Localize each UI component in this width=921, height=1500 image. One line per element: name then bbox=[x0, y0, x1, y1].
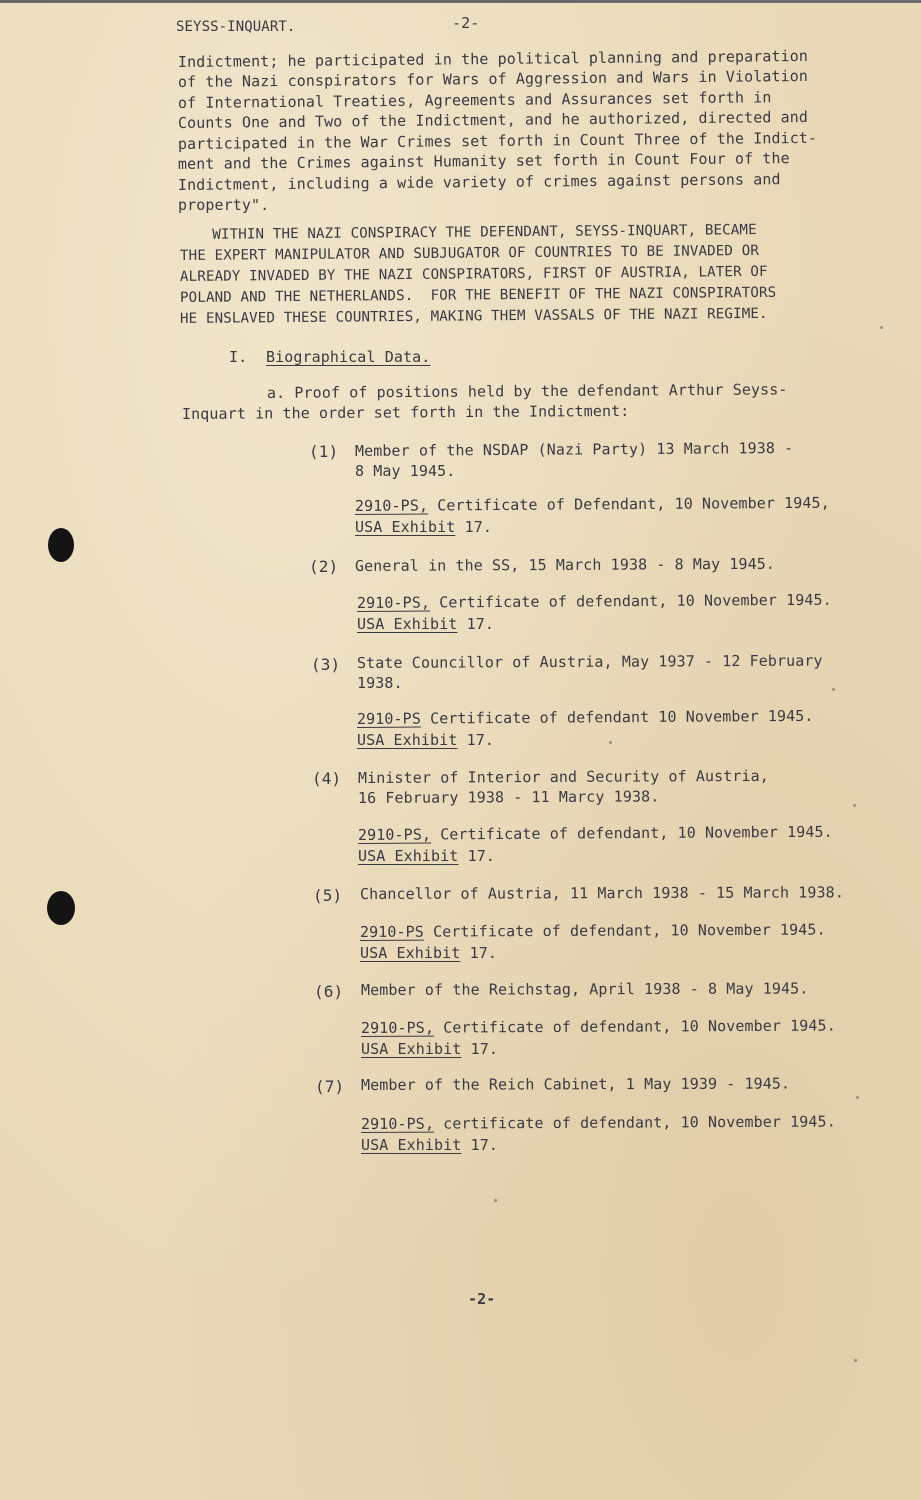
exhibit-number: 17. bbox=[458, 847, 495, 865]
opening-line: Indictment, including a wide variety of crimes against persons and bbox=[177, 170, 781, 194]
exhibit-label: USA Exhibit bbox=[360, 944, 461, 962]
position-number: (1) bbox=[309, 442, 339, 461]
subsection-intro-line: a. Proof of positions held by the defendant Arthur Seyss- bbox=[266, 380, 788, 402]
paper-speck bbox=[856, 1096, 859, 1099]
position-line: 16 February 1938 - 11 Marcy 1938. bbox=[357, 787, 660, 807]
opening-line: of the Nazi conspirators for Wars of Aggression and Wars in Violation bbox=[177, 66, 809, 91]
position-line: Chancellor of Austria, 11 March 1938 - 15 March 1938. bbox=[359, 883, 844, 903]
paper-speck bbox=[854, 1359, 857, 1362]
paper-speck bbox=[880, 326, 883, 329]
citation-line bbox=[361, 1016, 836, 1039]
exhibit-line bbox=[355, 517, 492, 538]
exhibit-line bbox=[361, 1039, 498, 1060]
section-number: I. bbox=[229, 348, 248, 366]
position-number: (4) bbox=[312, 769, 342, 788]
citation-line bbox=[358, 822, 833, 846]
caps-line: POLAND AND THE NETHERLANDS. FOR THE BENEFIT OF THE NAZI CONSPIRATORS bbox=[179, 284, 777, 306]
opening-line: Counts One and Two of the Indictment, and he authorized, directed and bbox=[177, 107, 809, 132]
caps-line: ALREADY INVADED BY THE NAZI CONSPIRATORS, FIRST OF AUSTRIA, LATER OF bbox=[179, 263, 768, 285]
position-number: (7) bbox=[315, 1077, 345, 1096]
exhibit-number: 17. bbox=[457, 731, 494, 749]
position-line: State Councillor of Austria, May 1937 - 12 February bbox=[356, 651, 823, 672]
citation-text: Certificate of Defendant, 10 November 1945, bbox=[427, 493, 830, 515]
opening-line: of International Treaties, Agreements and Assurances set forth in bbox=[177, 88, 772, 112]
position-number: (6) bbox=[314, 982, 344, 1001]
exhibit-number: 17. bbox=[460, 944, 497, 962]
citation-text: Certificate of defendant, 10 November 1945. bbox=[423, 920, 826, 941]
citation-line bbox=[360, 920, 826, 943]
page-top-edge bbox=[0, 0, 921, 3]
header-name: SEYSS-INQUART. bbox=[176, 19, 296, 35]
opening-line: participated in the War Crimes set forth in Count Three of the Indict- bbox=[177, 128, 818, 153]
document-reference: 2910-PS, bbox=[360, 1018, 435, 1037]
citation-line bbox=[357, 706, 814, 730]
exhibit-number: 17. bbox=[461, 1040, 498, 1058]
exhibit-label: USA Exhibit bbox=[361, 1040, 462, 1058]
exhibit-line bbox=[361, 1135, 498, 1156]
caps-line: WITHIN THE NAZI CONSPIRACY THE DEFENDANT, SEYSS-INQUART, BECAME bbox=[194, 222, 757, 243]
position-line: Member of the NSDAP (Nazi Party) 13 March 1938 - bbox=[354, 438, 794, 460]
subsection-intro-line: Inquart in the order set forth in the Indictment: bbox=[181, 401, 630, 423]
exhibit-label: USA Exhibit bbox=[355, 518, 456, 536]
exhibit-label: USA Exhibit bbox=[357, 731, 458, 749]
opening-line: property". bbox=[178, 196, 270, 214]
document-reference: 2910-PS, bbox=[356, 593, 431, 612]
position-number: (2) bbox=[309, 557, 339, 576]
exhibit-label: USA Exhibit bbox=[358, 847, 459, 865]
position-line: Member of the Reich Cabinet, 1 May 1939 - 1945. bbox=[360, 1074, 791, 1094]
header-page-marker: -2- bbox=[452, 14, 480, 32]
citation-text: Certificate of defendant, 10 November 1945. bbox=[433, 1016, 836, 1037]
document-reference: 2910-PS, bbox=[354, 496, 429, 515]
exhibit-number: 17. bbox=[455, 518, 492, 536]
exhibit-label: USA Exhibit bbox=[357, 615, 458, 633]
exhibit-line bbox=[357, 614, 494, 635]
paper-speck bbox=[832, 688, 835, 691]
paper-speck bbox=[609, 741, 612, 744]
citation-text: Certificate of defendant, 10 November 1945. bbox=[430, 822, 833, 844]
exhibit-line bbox=[360, 943, 497, 964]
punch-hole-lower bbox=[47, 891, 75, 925]
position-line: General in the SS, 15 March 1938 - 8 May 1945. bbox=[354, 554, 776, 575]
exhibit-number: 17. bbox=[461, 1136, 498, 1154]
citation-text: Certificate of defendant, 10 November 1945. bbox=[429, 590, 832, 612]
document-reference: 2910-PS bbox=[356, 709, 421, 728]
position-line: Minister of Interior and Security of Austria, bbox=[357, 766, 769, 787]
citation-text: Certificate of defendant 10 November 1945. bbox=[420, 706, 814, 728]
exhibit-line bbox=[358, 846, 495, 867]
citation-text: certificate of defendant, 10 November 1945. bbox=[433, 1112, 836, 1133]
document-reference: 2910-PS bbox=[359, 922, 424, 941]
opening-line: Indictment; he participated in the political planning and preparation bbox=[177, 46, 809, 71]
section-title: Biographical Data. bbox=[266, 348, 431, 366]
footer-page-marker: -2- bbox=[468, 1290, 496, 1308]
document-reference: 2910-PS, bbox=[360, 1114, 435, 1133]
exhibit-line bbox=[357, 730, 494, 751]
punch-hole-upper bbox=[48, 528, 74, 562]
position-line: 8 May 1945. bbox=[355, 462, 456, 480]
position-number: (5) bbox=[313, 886, 343, 905]
citation-line bbox=[361, 1112, 836, 1135]
opening-line: ment and the Crimes against Humanity set forth in Count Four of the bbox=[177, 149, 790, 173]
exhibit-number: 17. bbox=[457, 615, 494, 633]
citation-line bbox=[357, 590, 832, 614]
position-number: (3) bbox=[311, 655, 341, 674]
position-line: 1938. bbox=[357, 674, 403, 692]
caps-line: THE EXPERT MANIPULATOR AND SUBJUGATOR OF COUNTRIES TO BE INVADED OR bbox=[179, 242, 760, 264]
caps-line: HE ENSLAVED THESE COUNTRIES, MAKING THEM VASSALS OF THE NAZI REGIME. bbox=[179, 305, 768, 327]
position-line: Member of the Reichstag, April 1938 - 8 May 1945. bbox=[360, 979, 809, 999]
citation-line bbox=[355, 493, 830, 517]
paper-speck bbox=[494, 1199, 497, 1202]
exhibit-label: USA Exhibit bbox=[361, 1136, 462, 1154]
document-reference: 2910-PS, bbox=[357, 825, 432, 844]
paper-speck bbox=[853, 804, 856, 807]
